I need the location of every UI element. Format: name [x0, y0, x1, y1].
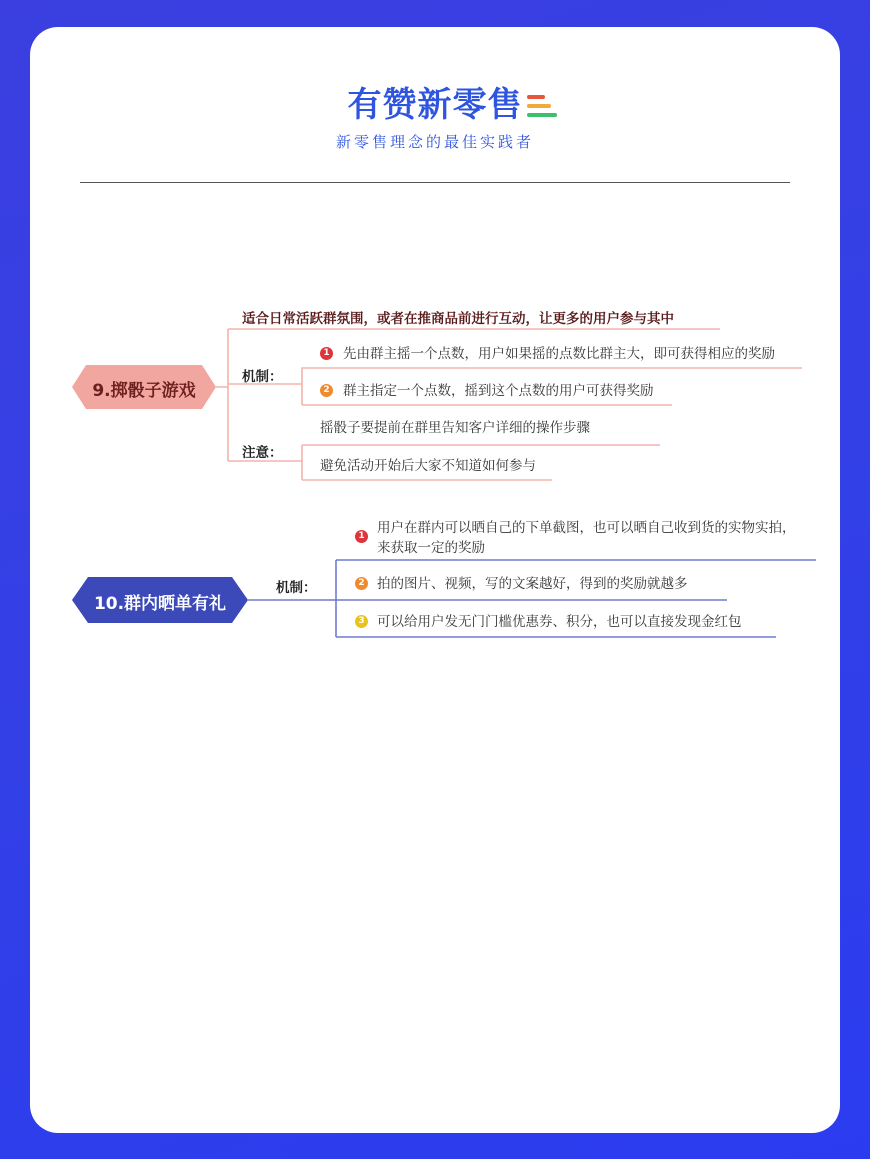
section10-item2-badge: 2	[355, 577, 368, 590]
section9-branch-main	[216, 329, 228, 461]
section9-title: 9.掷骰子游戏	[92, 381, 196, 401]
content-card	[30, 27, 840, 1133]
section10-mechanism-label: 机制：	[276, 580, 317, 596]
section9-headline: 适合日常活跃群氛围，或者在推商品前进行互动，让更多的用户参与其中	[242, 311, 674, 327]
section9-notes-label: 注意：	[242, 445, 283, 461]
section9-note1-text: 摇骰子要提前在群里告知客户详细的操作步骤	[320, 420, 590, 436]
section9-mechanism-label: 机制：	[242, 369, 283, 385]
section10-item3-text: 可以给用户发无门门槛优惠券、积分，也可以直接发现金红包	[377, 614, 742, 630]
brand-subtitle: 新零售理念的最佳实践者	[335, 133, 534, 151]
section10-item1-badge: 1	[355, 530, 368, 543]
section10-item2-text: 拍的图片、视频，写的文案越好，得到的奖励就越多	[377, 576, 688, 592]
section9-item1-text: 先由群主摇一个点数，用户如果摇的点数比群主大，即可获得相应的奖励	[343, 346, 775, 362]
section9-item2-text: 群主指定一个点数，摇到这个点数的用户可获得奖励	[343, 383, 654, 399]
section10-title: 10.群内晒单有礼	[93, 594, 227, 614]
section10-item1-text-line1: 用户在群内可以晒自己的下单截图，也可以晒自己收到货的实物实拍，	[377, 520, 796, 536]
section9-item2-badge: 2	[320, 384, 333, 397]
section10-item1-text-line2: 来获取一定的奖励	[377, 540, 485, 556]
brand-title: 有赞新零售	[347, 85, 523, 125]
section10-item3-badge: 3	[355, 615, 368, 628]
section9-item1-badge: 1	[320, 347, 333, 360]
section9-note2-text: 避免活动开始后大家不知道如何参与	[320, 458, 536, 474]
